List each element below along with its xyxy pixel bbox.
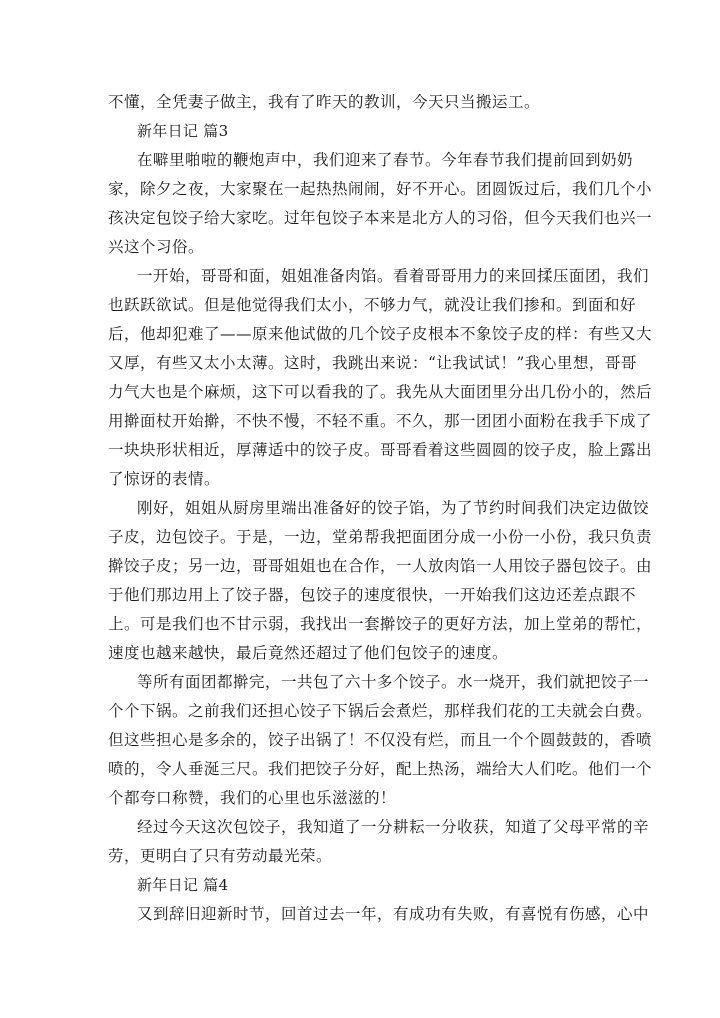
paragraph-line: 又到辞旧迎新时节，回首过去一年，有成功有失败，有喜悦有伤感，心中 [137, 905, 650, 923]
paragraph-line: 劳，更明白了只有劳动最光荣。 [108, 847, 333, 865]
paragraph-line: 经过今天这次包饺子，我知道了一分耕耘一分收获，知道了父母平常的辛 [137, 818, 650, 836]
paragraph-line: 不懂，全凭妻子做主，我有了昨天的教训，今天只当搬运工。 [108, 93, 541, 111]
paragraph-line: 一块块形状相近，厚薄适中的饺子皮。哥哥看着这些圆圆的饺子皮，脸上露出 [108, 441, 653, 459]
paragraph-line: 等所有面团都擀完，一共包了六十多个饺子。水一烧开，我们就把饺子一 [137, 673, 650, 691]
section-heading: 新年日记 篇4 [137, 876, 229, 894]
paragraph-line: 孩决定包饺子给大家吃。过年包饺子本来是北方人的习俗，但今天我们也兴一 [108, 209, 653, 227]
paragraph-line: 后，他却犯难了——原来他试做的几个饺子皮根本不象饺子皮的样：有些又大 [108, 325, 653, 343]
paragraph-line: 速度也越来越快，最后竟然还超过了他们包饺子的速度。 [108, 644, 509, 662]
section-heading: 新年日记 篇3 [137, 122, 229, 140]
paragraph-line: 但这些担心是多余的，饺子出锅了！不仅没有烂，而且一个个圆鼓鼓的，香喷 [108, 731, 653, 749]
paragraph-line: 于他们那边用上了饺子器，包饺子的速度很快，一开始我们这边还差点跟不 [108, 586, 637, 604]
paragraph-line: 擀饺子皮；另一边，哥哥姐姐也在合作，一人放肉馅一人用饺子器包饺子。由 [108, 557, 653, 575]
paragraph-line: 又厚，有些又太小太薄。这时，我跳出来说：“让我试试！”我心里想，哥哥 [108, 354, 637, 372]
paragraph-line: 子皮，边包饺子。于是，一边，堂弟帮我把面团分成一小份一小份，我只负责 [108, 528, 653, 546]
paragraph-line: 个都夸口称赞，我们的心里也乐滋滋的！ [108, 789, 397, 807]
paragraph-line: 喷的，令人垂涎三尺。我们把饺子分好，配上热汤，端给大人们吃。他们一个 [108, 760, 653, 778]
paragraph-line: 兴这个习俗。 [108, 238, 205, 256]
paragraph-line: 用擀面杖开始擀，不快不慢，不轻不重。不久，那一团团小面粉在我手下成了 [108, 412, 653, 430]
paragraph-line: 一开始，哥哥和面，姐姐准备肉馅。看着哥哥用力的来回揉压面团，我们 [137, 267, 650, 285]
paragraph-line: 也跃跃欲试。但是他觉得我们太小，不够力气，就没让我们掺和。到面和好 [108, 296, 637, 314]
paragraph-line: 家，除夕之夜，大家聚在一起热热闹闹，好不开心。团圆饭过后，我们几个小 [108, 180, 653, 198]
paragraph-line: 刚好，姐姐从厨房里端出准备好的饺子馅，为了节约时间我们决定边做饺 [137, 499, 650, 517]
paragraph-line: 上。可是我们也不甘示弱，我找出一套擀饺子的更好方法，加上堂弟的帮忙， [108, 615, 653, 633]
paragraph-line: 个个下锅。之前我们还担心饺子下锅后会煮烂，那样我们花的工夫就会白费。 [108, 702, 653, 720]
paragraph-line: 在噼里啪啦的鞭炮声中，我们迎来了春节。今年春节我们提前回到奶奶 [137, 151, 634, 169]
paragraph-line: 了惊讶的表情。 [108, 470, 221, 488]
paragraph-line: 力气大也是个麻烦，这下可以看我的了。我先从大面团里分出几份小的，然后 [108, 383, 653, 401]
